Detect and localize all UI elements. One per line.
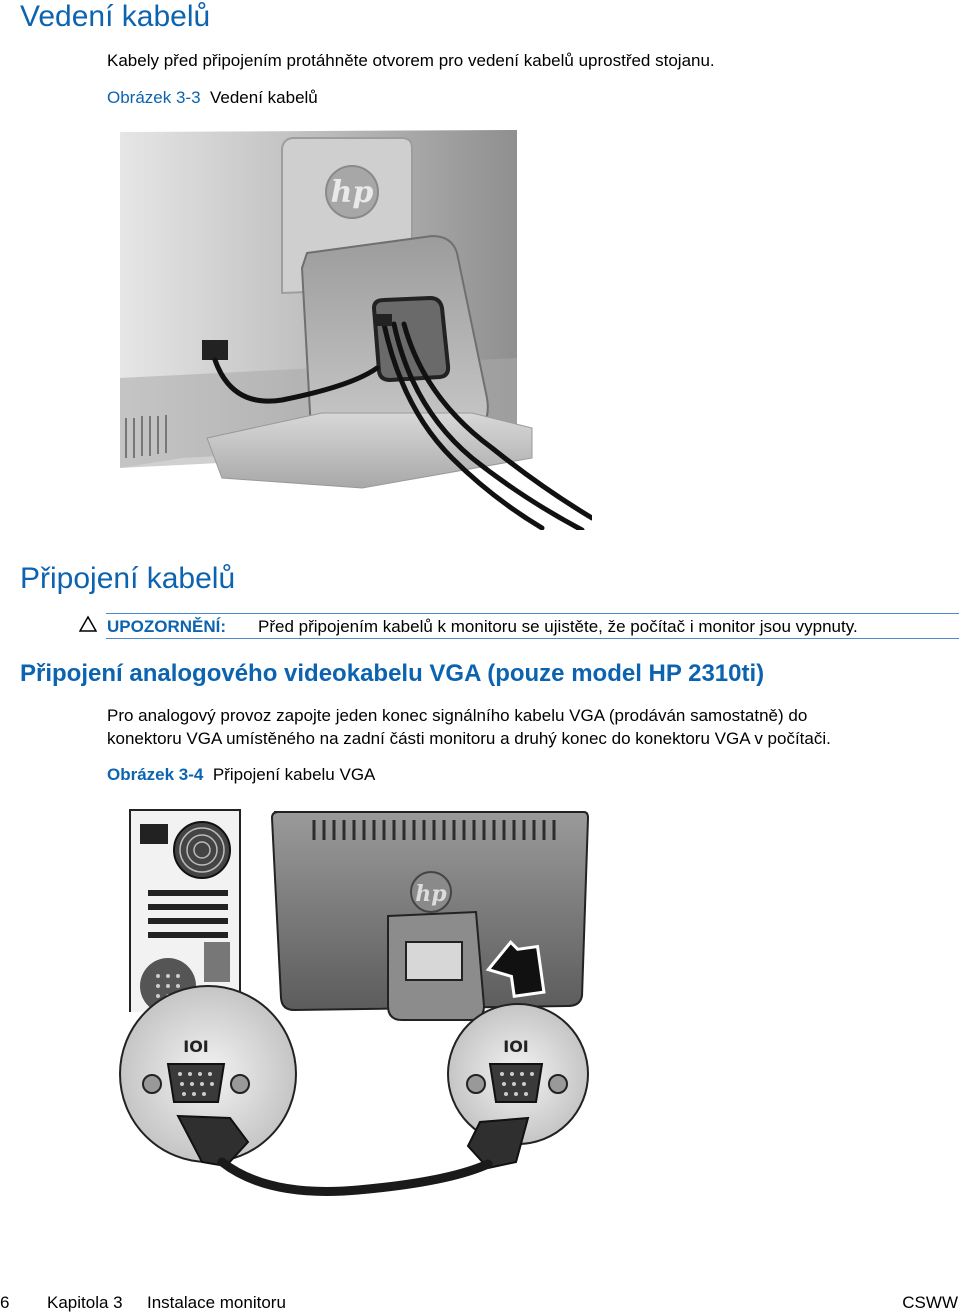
cable-routing-paragraph: Kabely před připojením protáhněte otvorem pro vedení kabelů uprostřed stojanu. <box>107 51 715 70</box>
footer-chapter-title: Instalace monitoru <box>147 1293 286 1312</box>
caution-top-rule <box>106 613 959 614</box>
figure-title: Vedení kabelů <box>210 88 318 107</box>
figure-cable-routing-image <box>112 128 592 530</box>
figure-vga-connection-image <box>118 806 594 1200</box>
vga-port-label-left: IOI <box>183 1037 209 1056</box>
figure-title: Připojení kabelu VGA <box>212 765 376 784</box>
caution-text: Před připojením kabelů k monitoru se ujistěte, že počítač i monitor jsou vypnuty. <box>258 617 858 636</box>
figure-label: Obrázek 3-4 <box>107 765 204 784</box>
caution-label <box>107 615 226 638</box>
caution-triangle-icon <box>79 615 97 633</box>
hp-logo-text: hp <box>415 881 447 907</box>
section-heading-connecting-cables: Připojení kabelů <box>20 562 236 595</box>
figure-label: Obrázek 3-3 <box>107 88 201 107</box>
footer-doc-code: CSWW <box>902 1293 958 1312</box>
footer-page-number: 6 <box>0 1293 10 1312</box>
footer-chapter: Kapitola 3 <box>47 1293 123 1312</box>
vga-port-label-right: IOI <box>503 1037 529 1056</box>
section-heading-cable-routing: Vedení kabelů <box>20 0 211 33</box>
caution-bottom-rule <box>106 638 959 639</box>
hp-logo-text: hp <box>330 175 374 210</box>
figure-caption-3-4 <box>107 763 375 786</box>
caution-label-text: UPOZORNĚNÍ: <box>107 617 226 636</box>
vga-paragraph-line-1: Pro analogový provoz zapojte jeden konec signálního kabelu VGA (prodáván samostatně) do <box>107 706 808 725</box>
figure-caption-3-3 <box>107 86 318 109</box>
vga-paragraph-line-2: konektoru VGA umístěného na zadní části monitoru a druhý konec do konektoru VGA v počítači. <box>107 729 831 748</box>
section-heading-vga-cable: Připojení analogového videokabelu VGA (pouze model HP 2310ti) <box>20 660 765 687</box>
